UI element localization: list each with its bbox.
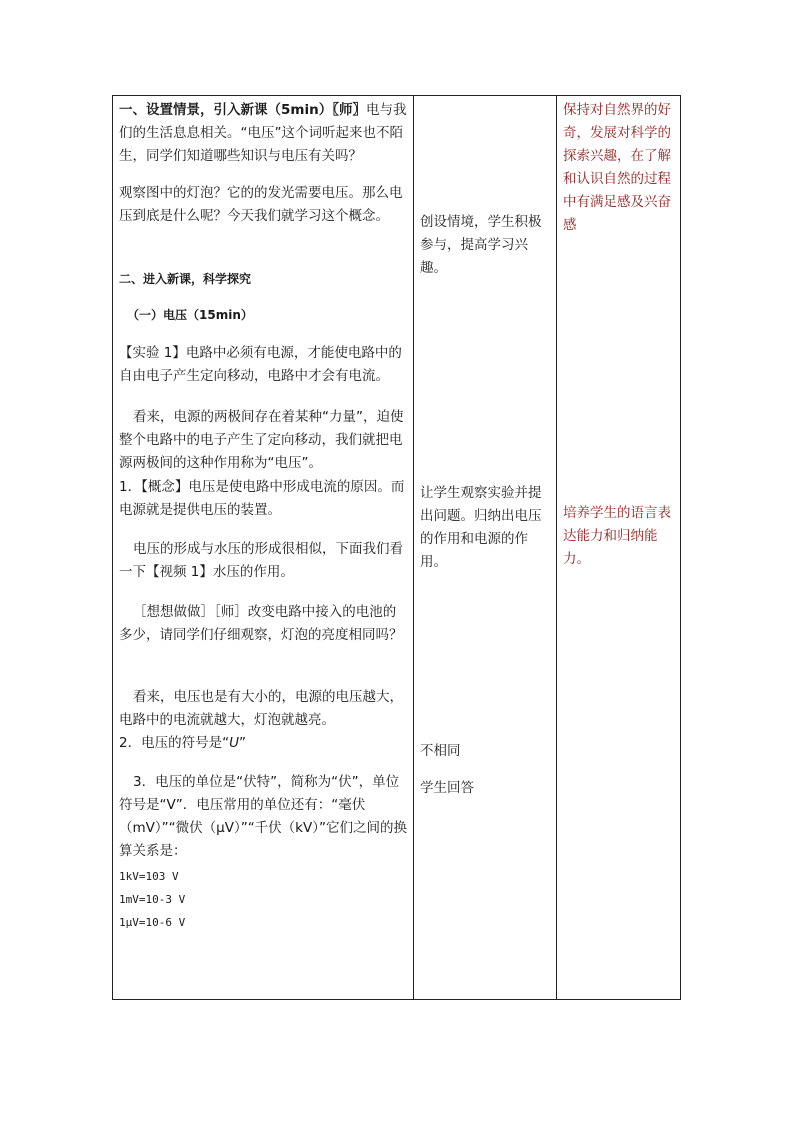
look-paragraph-2: 看来，电压也是有大小的，电源的电压越大，电路中的电流就越大，灯泡就越亮。	[119, 689, 403, 728]
student-activity-4: 学生回答	[420, 780, 474, 796]
student-activity-1: 创设情境，学生积极参与，提高学习兴趣。	[420, 214, 542, 276]
table-row	[113, 96, 681, 1000]
water-pressure-paragraph: 电压的形成与水压的形成很相似，下面我们看一下【视频 1】水压的作用。	[119, 541, 403, 580]
symbol-u: U	[229, 735, 239, 751]
think-do-paragraph: ［想想做做］［师］改变电路中接入的电池的多少，请同学们仔细观察，灯泡的亮度相同吗？	[119, 604, 403, 643]
symbol-paragraph	[119, 732, 409, 755]
student-activity-2: 让学生观察实验并提出问题。归纳出电压的作用和电源的作用。	[420, 485, 542, 570]
student-activity-3: 不相同	[420, 743, 461, 759]
design-intent-1: 保持对自然界的好奇，发展对科学的探索兴趣，在了解和认识自然的过程中有满足感及兴奋感	[563, 102, 671, 233]
section-2-subtitle: （一）电压（15min）	[127, 308, 253, 322]
section-1-observe-paragraph: 观察图中的灯泡？它的的发光需要电压。那么电压到底是什么呢？今天我们就学习这个概念。	[119, 185, 403, 224]
design-intent-2: 培养学生的语言表达能力和归纳能力。	[563, 505, 671, 567]
concept-paragraph: 1．【概念】电压是使电路中形成电流的原因。而电源就是提供电压的装置。	[119, 479, 405, 518]
symbol-text-a: 2．电压的符号是“	[119, 735, 230, 751]
section-2-title: 二、进入新课，科学探究	[119, 272, 252, 286]
section-1-text-b: 我们的生活息息相关。“电压”这个词听起来也不陌生，同学们知道哪些知识与电压有关吗？	[119, 102, 407, 164]
look-paragraph-1: 看来，电源的两极间存在着某种“力量”，迫使整个电路中的电子产生了定向移动，我们就把电源两极间的这种作用称为“电压”。	[119, 409, 404, 471]
unit-paragraph: 3．电压的单位是“伏特”，简称为“伏”，单位符号是“V”．电压常用的单位还有：“毫伏（mV）”“微伏（μV）”“千伏（kV）”它们之间的换算关系是：	[119, 774, 407, 859]
lesson-plan-table	[112, 95, 681, 1000]
section-1-title: 一、设置情景，引入新课（5min）〖师〗	[119, 102, 366, 118]
experiment-1-paragraph: 【实验 1】电路中必须有电源，才能使电路中的自由电子产生定向移动，电路中才会有电流。	[119, 345, 402, 384]
section-1-paragraph	[119, 99, 409, 168]
equation-3: 1μV=10-6 V	[119, 916, 186, 929]
student-activity-cell	[414, 96, 557, 1000]
symbol-text-b: ”	[238, 735, 246, 751]
teaching-process-cell	[113, 96, 414, 1000]
design-intent-cell	[557, 96, 681, 1000]
section-1-text-a: 电与	[365, 102, 393, 118]
equation-2: 1mV=10-3 V	[119, 893, 186, 906]
equation-1: 1kV=103 V	[119, 870, 179, 883]
